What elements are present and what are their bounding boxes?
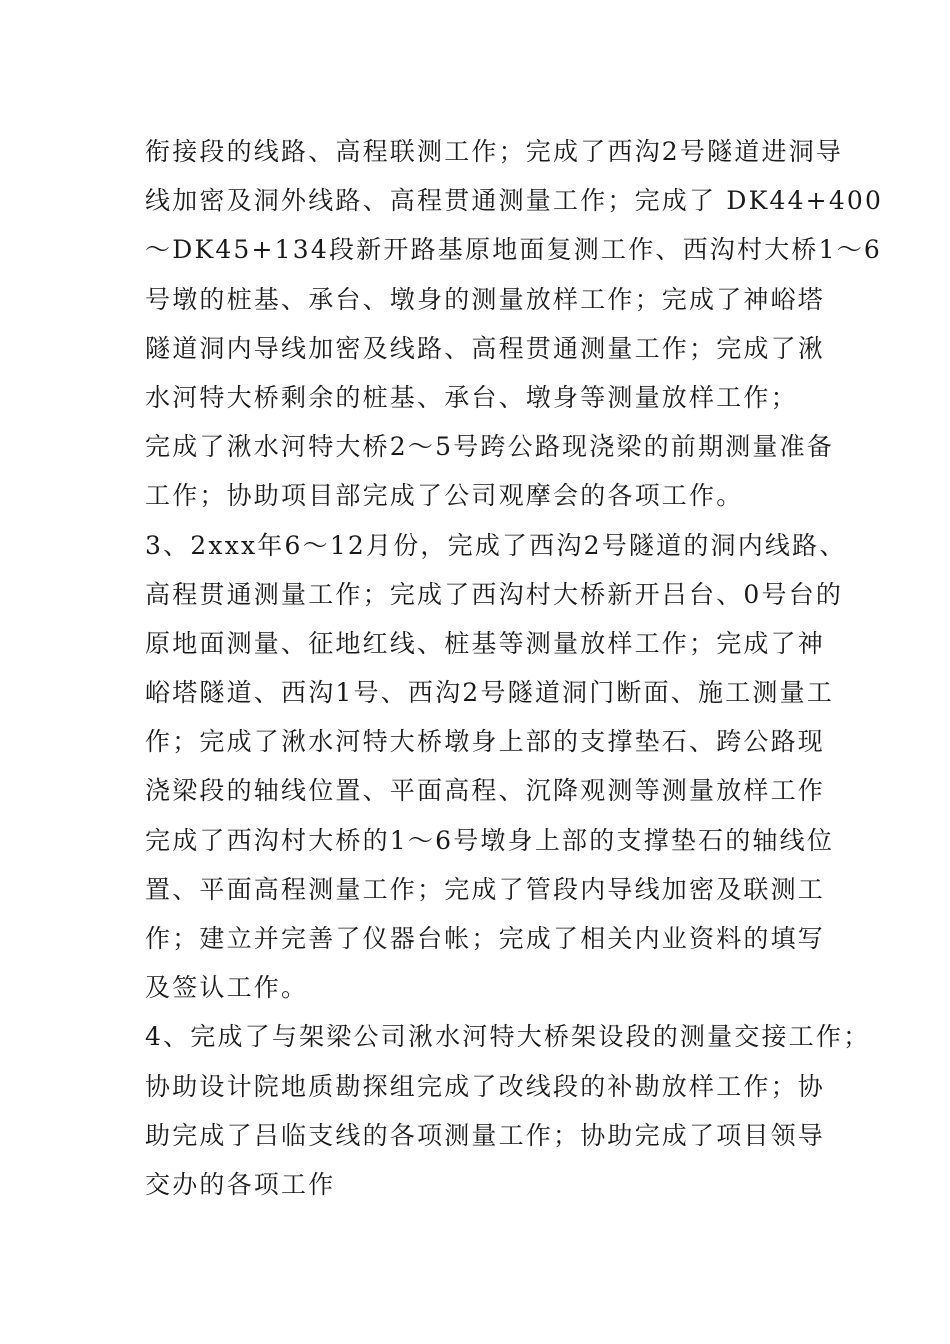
text-line: 4、完成了与架梁公司湫水河特大桥架设段的测量交接工作； [145,1022,871,1052]
text-line: 峪塔隧道、西沟1号、西沟2号隧道洞门断面、施工测量工 [145,678,835,708]
text-line: 完成了湫水河特大桥2～5号跨公路现浇梁的前期测量准备 [145,432,835,462]
text-line: 置、平面高程测量工作；完成了管段内导线加密及联测工 [145,874,826,904]
text-line: 隧道洞内导线加密及线路、高程贯通测量工作；完成了湫 [145,333,826,363]
text-line: 水河特大桥剩余的桩基、承台、墩身等测量放样工作； [145,382,798,412]
text-line: 助完成了吕临支线的各项测量工作；协助完成了项目领导 [145,1120,826,1150]
text-line: 线加密及洞外线路、高程贯通测量工作；完成了 DK44+400 [145,186,884,216]
text-line: 完成了西沟村大桥的1～6号墩身上部的支撑垫石的轴线位 [145,825,835,855]
text-line: 原地面测量、征地红线、桩基等测量放样工作；完成了神 [145,628,826,658]
text-line: 浇梁段的轴线位置、平面高程、沉降观测等测量放样工作 [145,776,826,806]
text-line: 3、2xxx年6～12月份，完成了西沟2号隧道的洞内线路、 [145,530,847,560]
text-line: 高程贯通测量工作；完成了西沟村大桥新开吕台、0号台的 [145,579,844,609]
text-line: 衔接段的线路、高程联测工作；完成了西沟2号隧道进洞导 [145,137,844,166]
document-body [145,127,884,1209]
text-line: ～DK45+134段新开路基原地面复测工作、西沟村大桥1～6 [145,235,883,265]
text-line: 作；完成了湫水河特大桥墩身上部的支撑垫石、跨公路现 [145,727,826,757]
text-line: 作；建立并完善了仪器台帐；完成了相关内业资料的填写 [145,924,826,953]
text-line: 工作；协助项目部完成了公司观摩会的各项工作。 [145,481,744,511]
text-line: 交办的各项工作 [145,1169,336,1199]
text-line: 号墩的桩基、承台、墩身的测量放样工作；完成了神峪塔 [145,284,826,314]
text-line: 及签认工作。 [145,973,309,1003]
text-line: 协助设计院地质勘探组完成了改线段的补勘放样工作；协 [145,1071,826,1101]
